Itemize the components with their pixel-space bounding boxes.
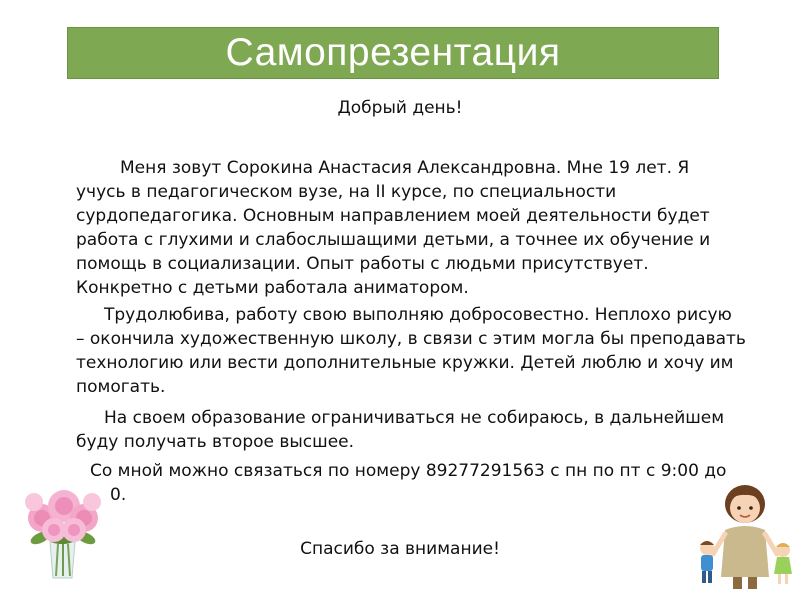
greeting-text: Добрый день! — [337, 98, 463, 118]
paragraph-1-line-6: Конкретно с детьми работала аниматором. — [76, 278, 469, 298]
slide-title: Самопрезентация — [225, 31, 561, 74]
thanks-text: Спасибо за внимание! — [300, 539, 500, 559]
paragraph-2-line-3: технологию или вести дополнительные кружки. Детей люблю и хочу им — [76, 353, 734, 373]
paragraph-2-line-2: – окончила художественную школу, в связи с этим могла бы преподавать — [76, 329, 746, 349]
peony-bouquet-icon — [20, 480, 105, 580]
paragraph-4-line-1: Со мной можно связаться по номеру 89277291563 с пн по пт с 9:00 до — [90, 461, 727, 481]
paragraph-2-line-1: Трудолюбива, работу свою выполняю добросовестно. Неплохо рисую — [104, 305, 732, 325]
mother-with-children-icon — [695, 482, 795, 592]
paragraph-1-line-1: Меня зовут Сорокина Анастасия Александровна. Мне 19 лет. Я — [120, 158, 690, 178]
paragraph-1-line-4: работа с глухими и слабослышащими детьми, а точнее их обучение и — [76, 230, 711, 250]
paragraph-4-line-2: 0. — [110, 485, 127, 505]
paragraph-3-line-2: буду получать второе высшее. — [76, 432, 355, 452]
paragraph-2-line-4: помогать. — [76, 377, 166, 397]
paragraph-3-line-1: На своем образование ограничиваться не собираюсь, в дальнейшем — [104, 408, 725, 428]
paragraph-1-line-5: помощь в социализации. Опыт работы с людьми присутствует. — [76, 254, 649, 274]
paragraph-1-line-2: учусь в педагогическом вузе, на II курсе, по специальности — [76, 182, 617, 202]
paragraph-1-line-3: сурдопедагогика. Основным направлением моей деятельности будет — [76, 206, 710, 226]
title-banner — [67, 27, 719, 79]
